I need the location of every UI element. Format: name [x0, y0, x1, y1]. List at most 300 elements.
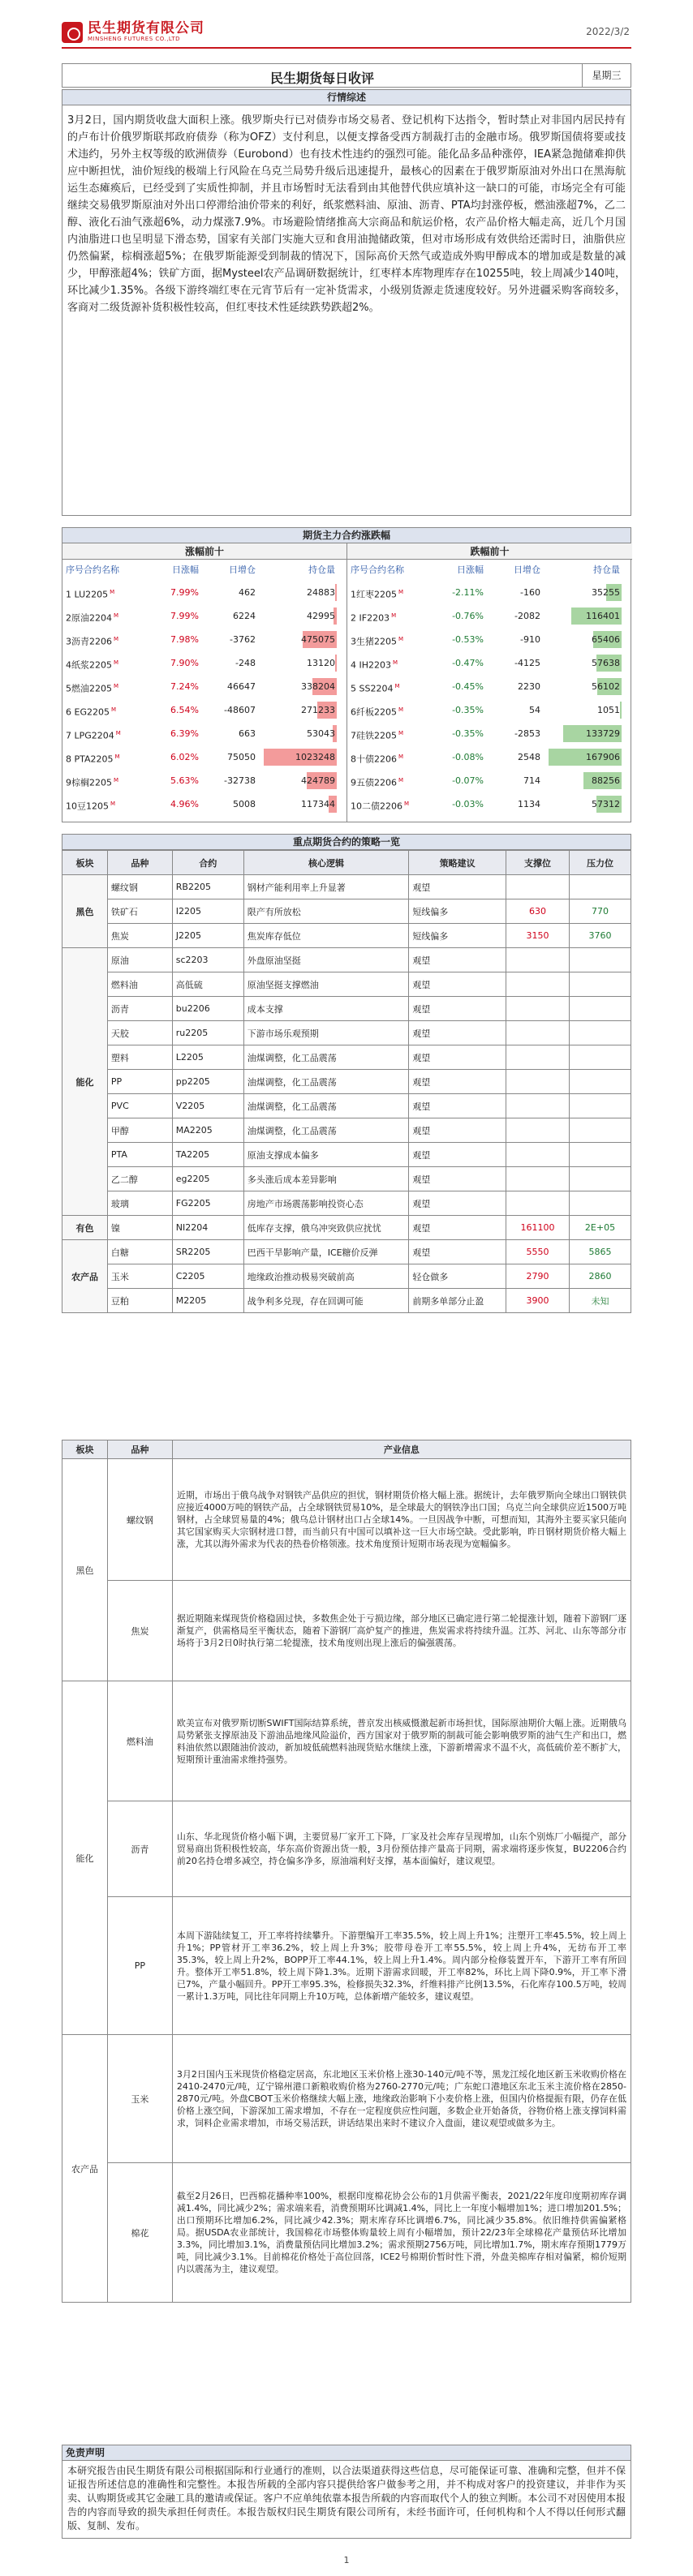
rank-change: -0.35% — [452, 705, 484, 715]
rank-change: 6.39% — [170, 728, 199, 739]
open-interest-value: 57638 — [592, 658, 620, 668]
product-cell: 白糖 — [107, 1240, 172, 1264]
rank-change: -0.08% — [452, 752, 484, 762]
main-contract-marker: M — [114, 683, 119, 689]
product-cell: 甲醇 — [107, 1118, 172, 1143]
sector-cell: 黑色 — [62, 1459, 108, 1681]
contract-cell: TA2205 — [172, 1143, 243, 1167]
support-cell — [506, 1143, 570, 1167]
sector-cell: 能化 — [62, 948, 108, 1216]
advice-cell: 观望 — [409, 1240, 506, 1264]
info-text-cell: 3月2日国内玉米现货价格稳定居高，东北地区玉米价格上涨30-140元/吨不等，黑龙江绥化地区新玉米收购价格在2410-2470元/吨，辽宁锦州港口新粮收购价格为2760-2770元/吨；广东蛇口港地区东北玉米主流价格在2850-2870元/吨。外盘CBOT玉米价格继续大幅上涨，地缘政治影响下小麦价格上涨，但国内价格提振有限，仍存在低价格上涨空间，下游深加工需求增加，不存在一定程度供应性问题，多数企业开始备货，谷物价格上涨支撑饲料需求，饲料企业需求增加，市场交易活跃，讲话结果出来时不建议介入盘面，建议观望或做多为主。 — [172, 2035, 631, 2163]
contract-cell: L2205 — [172, 1045, 243, 1070]
losers-title: 跌幅前十 — [347, 543, 632, 560]
rank-contract-label: 8 PTA2205 — [66, 753, 114, 765]
logic-cell: 多头涨后成本差异影响 — [243, 1167, 409, 1191]
product-cell: 塑料 — [107, 1045, 172, 1070]
advice-cell: 观望 — [409, 972, 506, 997]
rank-open-interest — [544, 698, 625, 722]
resistance-cell — [570, 1094, 631, 1118]
product-cell: 焦炭 — [107, 1581, 172, 1681]
strategy-row — [62, 1167, 631, 1191]
product-cell: 燃料油 — [107, 972, 172, 997]
main-contract-marker: M — [398, 706, 404, 713]
main-contract-marker: M — [114, 753, 120, 760]
rank-row — [62, 722, 346, 745]
rank-row — [62, 604, 346, 628]
advice-cell: 观望 — [409, 1045, 506, 1070]
advice-cell: 观望 — [409, 1094, 506, 1118]
rank-contract — [347, 604, 438, 628]
col-contract: 序号合约名称 — [351, 565, 404, 575]
col-product: 品种 — [107, 851, 172, 875]
open-interest-value: 1023248 — [295, 752, 335, 762]
rank-row — [62, 651, 346, 675]
logic-cell: 油煤调整，化工品震荡 — [243, 1045, 409, 1070]
rank-contract-label: 5 SS2204 — [351, 683, 394, 694]
col-contract: 合约 — [172, 851, 243, 875]
rank-change: 6.54% — [170, 705, 199, 715]
col-support: 支撑位 — [506, 851, 570, 875]
rank-increase: 5008 — [233, 799, 256, 809]
sector-cell: 农产品 — [62, 1240, 108, 1313]
contract-cell: RB2205 — [172, 875, 243, 899]
losers-header-row — [347, 560, 632, 581]
support-cell — [506, 1021, 570, 1045]
strategy-row — [62, 1045, 631, 1070]
info-row — [62, 2163, 631, 2303]
rank-contract — [347, 698, 438, 722]
rank-change: 7.99% — [170, 587, 199, 598]
info-row — [62, 2035, 631, 2163]
strategy-row — [62, 1070, 631, 1094]
rank-open-interest — [544, 651, 625, 675]
logic-cell: 低库存支撑，俄乌冲突致供应扰忧 — [243, 1216, 409, 1240]
rank-change: 7.24% — [170, 681, 199, 692]
main-contract-marker: M — [114, 659, 119, 666]
rank-contract — [62, 675, 153, 698]
resistance-cell: 5865 — [570, 1240, 631, 1264]
product-cell: 铁矿石 — [107, 899, 172, 924]
main-contract-marker: M — [398, 777, 404, 784]
product-cell: 沥青 — [107, 997, 172, 1021]
rank-increase: -248 — [235, 658, 256, 668]
open-interest-value: 24883 — [307, 587, 335, 598]
info-row — [62, 1801, 631, 1897]
rank-increase: -3762 — [230, 634, 256, 645]
rank-increase: 2230 — [518, 681, 540, 692]
rank-row — [347, 792, 632, 816]
ranking-heading: 期货主力合约涨跌幅 — [62, 527, 631, 543]
rank-increase: 6224 — [233, 611, 256, 621]
col-change: 日涨幅 — [457, 565, 484, 575]
rank-increase: -2082 — [514, 611, 540, 621]
strategy-row — [62, 1240, 631, 1264]
rank-contract — [347, 628, 438, 651]
rank-open-interest — [259, 675, 340, 698]
col-resistance: 压力位 — [570, 851, 631, 875]
resistance-cell — [570, 972, 631, 997]
advice-cell: 观望 — [409, 1070, 506, 1094]
rank-row — [347, 745, 632, 769]
strategy-table — [62, 850, 631, 1313]
open-interest-value: 271233 — [301, 705, 335, 715]
advice-cell: 轻仓做多 — [409, 1264, 506, 1289]
sector-cell: 黑色 — [62, 875, 108, 948]
support-cell: 2790 — [506, 1264, 570, 1289]
rank-contract — [62, 792, 153, 816]
product-cell: 玉米 — [107, 1264, 172, 1289]
rank-change: 5.63% — [170, 775, 199, 786]
rank-change: -0.07% — [452, 775, 484, 786]
info-text-cell: 据近期随来煤现货价格稳固过快，多数焦企处于亏损边缘，部分地区已确定进行第二轮提涨计划，随着下游钢厂逐渐复产，供需格局至平衡状态，随着下游钢厂高炉复产的推进，焦炭需求将持续升温。江苏、河北、山东等部分市场将于3月2日0时执行第二轮提涨，技术角度则出现上涨后的偏强震荡。 — [172, 1581, 631, 1681]
rank-row — [347, 722, 632, 745]
product-cell: 乙二醇 — [107, 1167, 172, 1191]
rank-contract-label: 5燃油2205 — [66, 683, 112, 694]
rank-increase: 663 — [239, 728, 256, 739]
logic-cell: 钢材产能利用率上升显著 — [243, 875, 409, 899]
rank-contract-label: 1 LU2205 — [66, 589, 109, 600]
rank-increase: 2548 — [518, 752, 540, 762]
main-contract-marker: M — [110, 801, 116, 807]
rank-open-interest — [259, 769, 340, 792]
info-row — [62, 1459, 631, 1581]
advice-cell: 观望 — [409, 997, 506, 1021]
rank-contract-label: 9棕榈2205 — [66, 777, 112, 788]
advice-cell: 观望 — [409, 948, 506, 972]
logic-cell: 油煤调整，化工品震荡 — [243, 1070, 409, 1094]
support-cell — [506, 1118, 570, 1143]
product-cell: 螺纹钢 — [107, 1459, 172, 1581]
rank-change: 7.98% — [170, 634, 199, 645]
rank-open-interest — [259, 792, 340, 816]
open-interest-value: 53043 — [307, 728, 335, 739]
rank-contract-label: 2 IF2203 — [351, 612, 390, 624]
main-contract-marker: M — [398, 730, 404, 736]
rank-increase: 54 — [529, 705, 540, 715]
product-cell: 豆粕 — [107, 1289, 172, 1313]
contract-cell: SR2205 — [172, 1240, 243, 1264]
support-cell — [506, 875, 570, 899]
rank-increase: 75050 — [227, 752, 256, 762]
strategy-row — [62, 899, 631, 924]
strategy-row — [62, 1143, 631, 1167]
resistance-cell: 770 — [570, 899, 631, 924]
strategy-row — [62, 1118, 631, 1143]
resistance-cell — [570, 1021, 631, 1045]
strategy-row — [62, 1264, 631, 1289]
rank-open-interest — [259, 604, 340, 628]
resistance-cell — [570, 1118, 631, 1143]
strategy-row — [62, 1191, 631, 1216]
rank-contract-label: 4纸浆2205 — [66, 659, 112, 671]
rank-contract-label: 10二债2206 — [351, 801, 402, 812]
page-number: 1 — [343, 2555, 350, 2565]
col-change: 日涨幅 — [172, 565, 199, 575]
rank-open-interest — [544, 604, 625, 628]
rank-contract-label: 1红枣2205 — [351, 589, 397, 600]
col-sector: 板块 — [62, 851, 108, 875]
contract-cell: C2205 — [172, 1264, 243, 1289]
strategy-row — [62, 875, 631, 899]
rank-contract-label: 10豆1205 — [66, 801, 109, 812]
resistance-cell: 2860 — [570, 1264, 631, 1289]
rank-change: -0.35% — [452, 728, 484, 739]
advice-cell: 观望 — [409, 875, 506, 899]
rank-change: 7.90% — [170, 658, 199, 668]
main-contract-marker: M — [404, 801, 410, 807]
open-interest-value: 1051 — [597, 705, 620, 715]
info-row — [62, 1897, 631, 2035]
advice-cell: 观望 — [409, 1118, 506, 1143]
support-cell: 630 — [506, 899, 570, 924]
rank-contract — [347, 769, 438, 792]
col-core-logic: 核心逻辑 — [243, 851, 409, 875]
resistance-cell — [570, 1045, 631, 1070]
main-contract-marker: M — [393, 659, 398, 666]
contract-cell: ru2205 — [172, 1021, 243, 1045]
losers-column — [347, 543, 632, 822]
logic-cell: 油煤调整，化工品震荡 — [243, 1094, 409, 1118]
support-cell: 3150 — [506, 924, 570, 948]
col-open-interest: 持仓量 — [308, 565, 335, 575]
product-cell: 玉米 — [107, 2035, 172, 2163]
contract-cell: pp2205 — [172, 1070, 243, 1094]
ranking-panel — [62, 543, 631, 822]
info-text-cell: 近期，市场出于俄乌战争对钢铁产品供应的担忧，钢材期货价格大幅上涨。据统计，去年俄罗斯向全球出口钢铁供应接近4000万吨的钢铁产品，占全球钢铁贸易10%，是全球最大的钢铁净出口国；乌克兰向全球供应近1500万吨钢材，占全球贸易量的4%；俄乌总计钢材出口占全球14%。一旦因战争中断，可想而知，其海外主要买家只能向其它国家购买大宗钢材进口替，而当前只有中国可以填补这一巨大市场空缺。受此影响，昨日钢材期货价格大幅上涨，尤其以海外需求为代表的热卷价格领涨。技术角度预计短期市场表现为宽幅偏多。 — [172, 1459, 631, 1581]
rank-contract — [347, 651, 438, 675]
rank-increase: 462 — [239, 587, 256, 598]
support-cell — [506, 1094, 570, 1118]
rank-contract — [347, 581, 438, 604]
info-header-row — [62, 1440, 631, 1459]
support-cell: 3900 — [506, 1289, 570, 1313]
rank-contract — [62, 651, 153, 675]
open-interest-value: 13120 — [307, 658, 335, 668]
rank-contract-label: 7 LPG2204 — [66, 730, 114, 741]
open-interest-value: 424789 — [301, 775, 335, 786]
contract-cell: V2205 — [172, 1094, 243, 1118]
strategy-heading: 重点期货合约的策略一览 — [62, 834, 631, 850]
rank-contract — [62, 722, 153, 745]
strategy-row — [62, 972, 631, 997]
rank-change: -0.53% — [452, 634, 484, 645]
rank-contract-label: 3生猪2205 — [351, 636, 397, 647]
support-cell — [506, 1045, 570, 1070]
rank-change: 4.96% — [170, 799, 199, 809]
col-advice: 策略建议 — [409, 851, 506, 875]
rank-increase: 1134 — [518, 799, 540, 809]
rank-open-interest — [544, 745, 625, 769]
gainers-header-row — [62, 560, 346, 581]
logic-cell: 原油支撑成本偏多 — [243, 1143, 409, 1167]
advice-cell: 观望 — [409, 1143, 506, 1167]
open-interest-value: 167906 — [586, 752, 620, 762]
rank-row — [347, 581, 632, 604]
sector-cell: 农产品 — [62, 2035, 108, 2303]
rank-row — [62, 769, 346, 792]
resistance-cell — [570, 1167, 631, 1191]
rank-contract-label: 6 EG2205 — [66, 706, 110, 718]
contract-cell: 高低硫 — [172, 972, 243, 997]
strategy-row — [62, 1216, 631, 1240]
resistance-cell — [570, 1191, 631, 1216]
main-contract-marker: M — [394, 683, 400, 689]
main-contract-marker: M — [398, 636, 404, 642]
resistance-cell — [570, 948, 631, 972]
open-interest-value: 133729 — [586, 728, 620, 739]
overview-text: 3月2日，国内期货收盘大面积上涨。俄罗斯央行已对债券市场交易者、登记机构下达指令，暂时禁止对非国内居民持有的卢布计价俄罗斯联邦政府债券（称为OFZ）支付利息，以便支撑备受西方制裁打击的金融市场。俄罗斯国债将要或技术违约，另外主权等级的欧洲债券（Eurobond）也有技术性违约的强烈可能。能化品多品种涨停，IEA紧急抛储难抑供应中断担忧，油价短线的极端上行风险在乌克兰局势升级后迅速提升，最核心的因素在于俄罗斯原油对外出口在黑海航运生态瘫痪后，已经受到了实质性抑制，并且市场暂时无法看到由其他替代供应填补这一缺口的可能，市场完全有可能继续交易俄罗斯原油对外出口停滞给油价带来的利好，纸浆燃料油、原油、沥青、PTA均封涨停板，燃油涨超7%，乙二醇、液化石油气涨超6%，动力煤涨7.9%。市场避险情绪推高大宗商品和航运价格，农产品价格大幅走高，近几个月国内油脂进口也呈明显下滑态势，国家有关部门实施大豆和食用油抛储政策，但对市场形成有效供给还需时日，油脂供应仍然偏紧，棕榈涨超5%；在俄罗斯能源受到制裁的情况下，国际高价天然气或造成外购甲醇成本的增加或是数量的减少，甲醇涨超4%；铁矿方面，据Mysteel农产品调研数据统计，红枣样本库物理库存在10255吨，较上周减少140吨，环比减少1.35%。各级下游终端红枣在元宵节后有一定补货需求，小级别货源走货速度较好。另外进疆采购客商较多，客商对二级货源补货积极性较高，但红枣技术性延续跌势跌超2%。 — [62, 105, 631, 516]
strategy-row — [62, 1094, 631, 1118]
support-cell — [506, 1167, 570, 1191]
resistance-cell: 3760 — [570, 924, 631, 948]
open-interest-value: 56102 — [592, 681, 620, 692]
rank-contract — [62, 698, 153, 722]
logic-cell: 地缘政治推动极易突破前高 — [243, 1264, 409, 1289]
open-interest-value: 116401 — [586, 611, 620, 621]
rank-open-interest — [544, 722, 625, 745]
report-title-bar — [62, 63, 631, 88]
col-industry-info: 产业信息 — [172, 1440, 631, 1459]
rank-increase: -48607 — [224, 705, 256, 715]
contract-cell: I2205 — [172, 899, 243, 924]
resistance-cell — [570, 875, 631, 899]
resistance-cell: 未知 — [570, 1289, 631, 1313]
advice-cell: 观望 — [409, 1167, 506, 1191]
rank-open-interest — [259, 698, 340, 722]
logic-cell: 油煤调整，化工品震荡 — [243, 1118, 409, 1143]
resistance-cell: 2E+05 — [570, 1216, 631, 1240]
rank-contract — [347, 745, 438, 769]
info-text-cell: 欧美宣布对俄罗斯切断SWIFT国际结算系统，普京发出核威慑激起新市场担忧，国际原油期价大幅上涨。近期俄乌局势紧张支撑原油及下游油品地缘风险溢价，西方国家对于俄罗斯的制裁可能会影响俄罗斯的油气生产和出口，燃料油依然以跟随油价波动，新加坡低硫燃料油现货贴水继续上涨，下游新增需求不温不火，高低硫价差不断扩大，短期预计重油需求维持强势。 — [172, 1681, 631, 1801]
rank-open-interest — [544, 581, 625, 604]
col-increase: 日增仓 — [229, 565, 256, 575]
rank-contract — [62, 604, 153, 628]
col-contract: 序号合约名称 — [66, 565, 119, 575]
rank-row — [62, 745, 346, 769]
rank-change: -0.45% — [452, 681, 484, 692]
gainers-column — [62, 543, 347, 822]
report-title: 民生期货每日收评 — [269, 71, 374, 86]
main-contract-marker: M — [110, 706, 117, 713]
col-open-interest: 持仓量 — [593, 565, 620, 575]
product-cell: PTA — [107, 1143, 172, 1167]
logic-cell: 焦炭库存低位 — [243, 924, 409, 948]
rank-change: -0.03% — [452, 799, 484, 809]
rank-contract — [347, 722, 438, 745]
weekday: 星期三 — [582, 64, 631, 87]
support-cell — [506, 997, 570, 1021]
open-interest-value: 42995 — [307, 611, 335, 621]
strategy-row — [62, 997, 631, 1021]
resistance-cell — [570, 997, 631, 1021]
rank-row — [347, 675, 632, 698]
logo-emblem-icon — [62, 22, 83, 43]
support-cell: 161100 — [506, 1216, 570, 1240]
advice-cell: 短线偏多 — [409, 899, 506, 924]
rank-open-interest — [259, 722, 340, 745]
product-cell: 玻璃 — [107, 1191, 172, 1216]
rank-open-interest — [259, 581, 340, 604]
rank-open-interest — [544, 628, 625, 651]
logic-cell: 限产有所放松 — [243, 899, 409, 924]
support-cell — [506, 1070, 570, 1094]
main-contract-marker: M — [114, 612, 119, 619]
rank-contract-label: 7硅铁2205 — [351, 730, 397, 741]
rank-contract — [62, 581, 153, 604]
main-contract-marker: M — [115, 730, 121, 736]
main-contract-marker: M — [398, 753, 404, 760]
rank-increase: -4125 — [514, 658, 540, 668]
rank-increase: 46647 — [227, 681, 256, 692]
col-sector: 板块 — [62, 1440, 108, 1459]
product-cell: 沥青 — [107, 1801, 172, 1897]
advice-cell: 短线偏多 — [409, 924, 506, 948]
logic-cell: 下游市场乐观预期 — [243, 1021, 409, 1045]
col-increase: 日增仓 — [514, 565, 540, 575]
industry-info-table — [62, 1440, 631, 2303]
info-row — [62, 1581, 631, 1681]
main-contract-marker: M — [110, 589, 115, 595]
info-text-cell: 截至2月26日，巴西棉花播种率100%，根据印度棉花协会公布的1月供需平衡表，2021/22年度印度期初库存调减1.4%，同比减少2%；需求端来看，消费预期环比调减1.4%，同比上一年度小幅增加1%；进口增加201.5%；出口预期环比增加6.2%，同比减少42.3%；期末库存环比调增6.7%，同比减少35.8%。依旧维持供需偏紧格局。据USDA农业部统计，我国棉花市场整体购量较上周有小幅增加，预计22/23年全球棉花产量预估环比增加3.3%，同比增加3.1%，消费量预估同比增加3.2%；需求预期2756万吨，同比增加1.7%，期末库存预期1779万吨，同比减少3.1%。目前棉花价格处于高位回落，ICE2号棉期价暂时性下滑，外盘美棉库存相对偏紧，棉价短期内以震荡为主，建议观望。 — [172, 2163, 631, 2303]
rank-row — [62, 581, 346, 604]
advice-cell: 前期多单部分止盈 — [409, 1289, 506, 1313]
info-text-cell: 山东、华北现货价格小幅下调，主要贸易厂家开工下降，厂家及社会库存呈现增加，山东个别炼厂小幅提产，部分贸易商出货积极性较高，华东高价资源出货一般，3月份预估排产量高于同期，需求端将逐步恢复，BU2206合约前20名持仓增多减空，持仓偏多净多，原油端利好支撑，基本面偏好，建议观望。 — [172, 1801, 631, 1897]
rank-contract-label: 6纤板2205 — [351, 706, 397, 718]
strategy-row — [62, 948, 631, 972]
strategy-header-row — [62, 851, 631, 875]
brand-name-en: MINSHENG FUTURES CO.,LTD — [88, 36, 181, 42]
rank-increase: 714 — [523, 775, 540, 786]
product-cell: 燃料油 — [107, 1681, 172, 1801]
strategy-row — [62, 924, 631, 948]
main-contract-marker: M — [391, 612, 397, 619]
resistance-cell — [570, 1143, 631, 1167]
open-interest-value: 338204 — [301, 681, 335, 692]
rank-open-interest — [259, 628, 340, 651]
rank-open-interest — [544, 769, 625, 792]
contract-cell: J2205 — [172, 924, 243, 948]
contract-cell: NI2204 — [172, 1216, 243, 1240]
rank-row — [347, 604, 632, 628]
logic-cell: 原油坚挺支撑燃油 — [243, 972, 409, 997]
open-interest-bar — [620, 702, 622, 719]
rank-row — [62, 675, 346, 698]
rank-open-interest — [259, 745, 340, 769]
open-interest-value: 475075 — [301, 634, 335, 645]
resistance-cell — [570, 1070, 631, 1094]
strategy-row — [62, 1021, 631, 1045]
product-cell: 原油 — [107, 948, 172, 972]
rank-contract — [62, 745, 153, 769]
report-date: 2022/3/2 — [586, 26, 630, 37]
rank-contract — [62, 769, 153, 792]
advice-cell: 观望 — [409, 1021, 506, 1045]
rank-increase: -910 — [520, 634, 540, 645]
open-interest-bar — [335, 655, 337, 672]
rank-change: -0.47% — [452, 658, 484, 668]
rank-row — [347, 769, 632, 792]
page-header — [62, 21, 631, 49]
product-cell: 天胶 — [107, 1021, 172, 1045]
support-cell — [506, 1191, 570, 1216]
rank-contract-label: 3沥青2206 — [66, 636, 112, 647]
rank-contract-label: 9五债2206 — [351, 777, 397, 788]
open-interest-value: 35255 — [592, 587, 620, 598]
logic-cell: 战争利多兑现，存在回调可能 — [243, 1289, 409, 1313]
product-cell: 棉花 — [107, 2163, 172, 2303]
rank-increase: -160 — [520, 587, 540, 598]
